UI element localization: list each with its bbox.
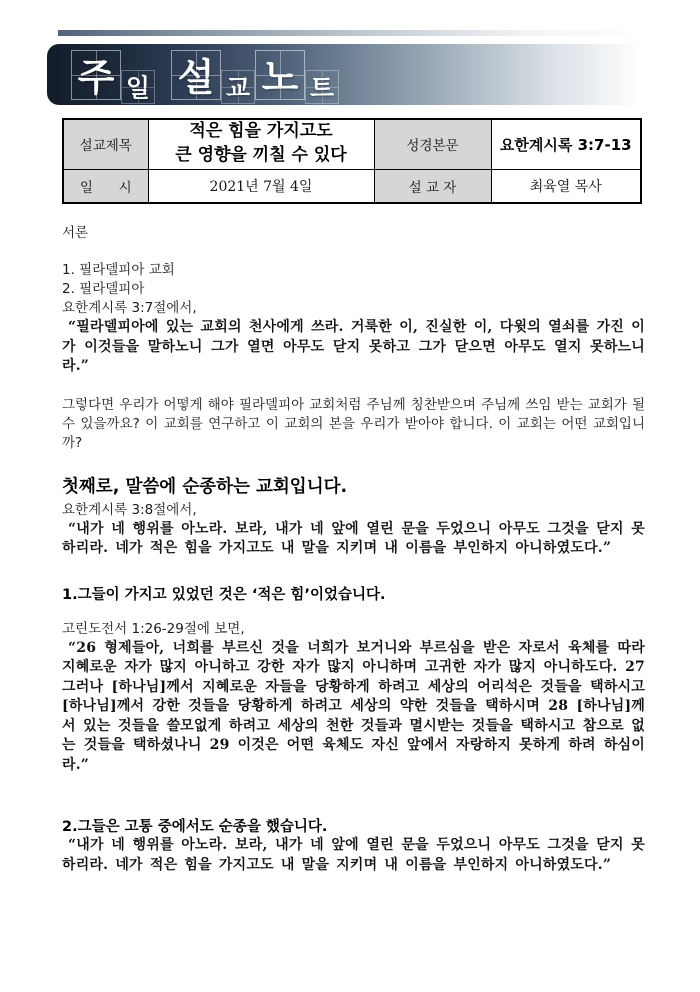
scripture-ref-3: 고린도전서 1:26-29절에 보면, — [62, 620, 245, 637]
application-paragraph: 그렇다면 우리가 어떻게 해야 필라델피아 교회처럼 주님께 칭찬받으며 주님께 쓰임 받는 교회가 될 수 있을까요? 이 교회를 연구하고 이 교회의 본을 우리가 받아야 합니다. 이 교회는 어떤 교회입니까? — [62, 396, 645, 451]
preacher-label: 설 교 자 — [374, 169, 491, 203]
scripture-quote-3: “26 형제들아, 너희를 부르신 것을 너희가 보거니와 부르심을 받은 자로서 육체를 따라 지혜로운 자가 많지 아니하고 강한 자가 많지 아니하며 고귀한 자가 많지 아니하도다. 27 그러나 [하나님]께서 지혜로운 자들을 당황하게 하려고 세상의 어리석은 것들을 택하시고 [하나님]께서 강한 것들을 당황하게 하려고 세상의 약한 것들을 택하시며 28 [하나님]께서 있는 것들을 쓸모없게 하려고 세상의 천한 것들과 멸시받는 것들을 택하시고 참으로 없는 것들을 택하셨나니 29 이것은 어떤 육체도 자신 앞에서 자랑하지 못하게 하려 하심이라.” — [62, 639, 645, 773]
section-1-heading: 첫째로, 말씀에 순종하는 교회입니다. — [62, 476, 348, 497]
logo-char: 일 — [125, 73, 151, 103]
logo-gridbox — [71, 50, 121, 100]
scripture-quote-4: “내가 네 행위를 아노라. 보라, 내가 네 앞에 열린 문을 두었으니 아무도 그것을 닫지 못하리라. 네가 적은 힘을 가지고도 내 말을 지키며 내 이름을 부인하지 아니하였도다.” — [62, 837, 645, 873]
logo-gridbox — [221, 70, 255, 104]
preacher-value: 최육열 목사 — [491, 169, 641, 203]
table-row — [63, 119, 641, 169]
logo-gridbox — [121, 70, 155, 104]
logo-title — [47, 44, 648, 104]
intro-item-2: 2. 필라델피아 — [62, 281, 145, 297]
sermon-title-line1: 적은 힘을 가지고도 — [189, 121, 333, 142]
logo-banner — [47, 44, 648, 105]
date-label: 일 시 — [63, 169, 148, 203]
intro-item-1: 1. 필라델피아 교회 — [62, 262, 175, 278]
intro-heading: 서론 — [62, 225, 89, 241]
scripture-quote-1: “필라델피아에 있는 교회의 천사에게 쓰라. 거룩한 이, 진실한 이, 다윗의 열쇠를 가진 이가 이것들을 말하노니 그가 열면 아무도 닫지 못하고 그가 닫으면 아무도 열지 못하느니라.” — [62, 319, 645, 374]
logo-char: 설 — [177, 55, 215, 100]
logo-gridbox — [305, 70, 339, 104]
logo-gridbox — [255, 50, 305, 100]
scripture-ref-1: 요한계시록 3:7절에서, — [62, 300, 197, 316]
logo-char: 주 — [77, 55, 115, 100]
sermon-title-value — [148, 119, 374, 169]
sermon-title-line2: 큰 영향을 끼칠 수 있다 — [175, 145, 347, 166]
scripture-ref-2: 요한계시록 3:8절에서, — [62, 501, 197, 518]
table-row — [63, 169, 641, 203]
logo-gridbox — [171, 50, 221, 100]
scripture-label: 성경본문 — [374, 119, 491, 169]
date-value: 2021년 7월 4일 — [148, 169, 374, 203]
logo-char: 트 — [309, 73, 335, 103]
header-accent-strip — [58, 30, 646, 36]
sermon-body — [62, 224, 645, 875]
point-2-heading: 2.그들은 고통 중에서도 순종을 했습니다. — [62, 819, 328, 835]
sermon-info-table — [62, 118, 642, 204]
logo-char: 노 — [261, 55, 299, 100]
point-1-heading: 1.그들이 가지고 있었던 것은 ‘적은 힘’이었습니다. — [62, 586, 386, 603]
sermon-title-label: 설교제목 — [63, 119, 148, 169]
logo-char: 교 — [225, 73, 251, 103]
scripture-value: 요한계시록 3:7-13 — [491, 119, 641, 169]
scripture-quote-2: “내가 네 행위를 아노라. 보라, 내가 네 앞에 열린 문을 두었으니 아무도 그것을 닫지 못하리라. 네가 적은 힘을 가지고도 내 말을 지키며 내 이름을 부인하지 아니하였도다.” — [62, 520, 645, 556]
